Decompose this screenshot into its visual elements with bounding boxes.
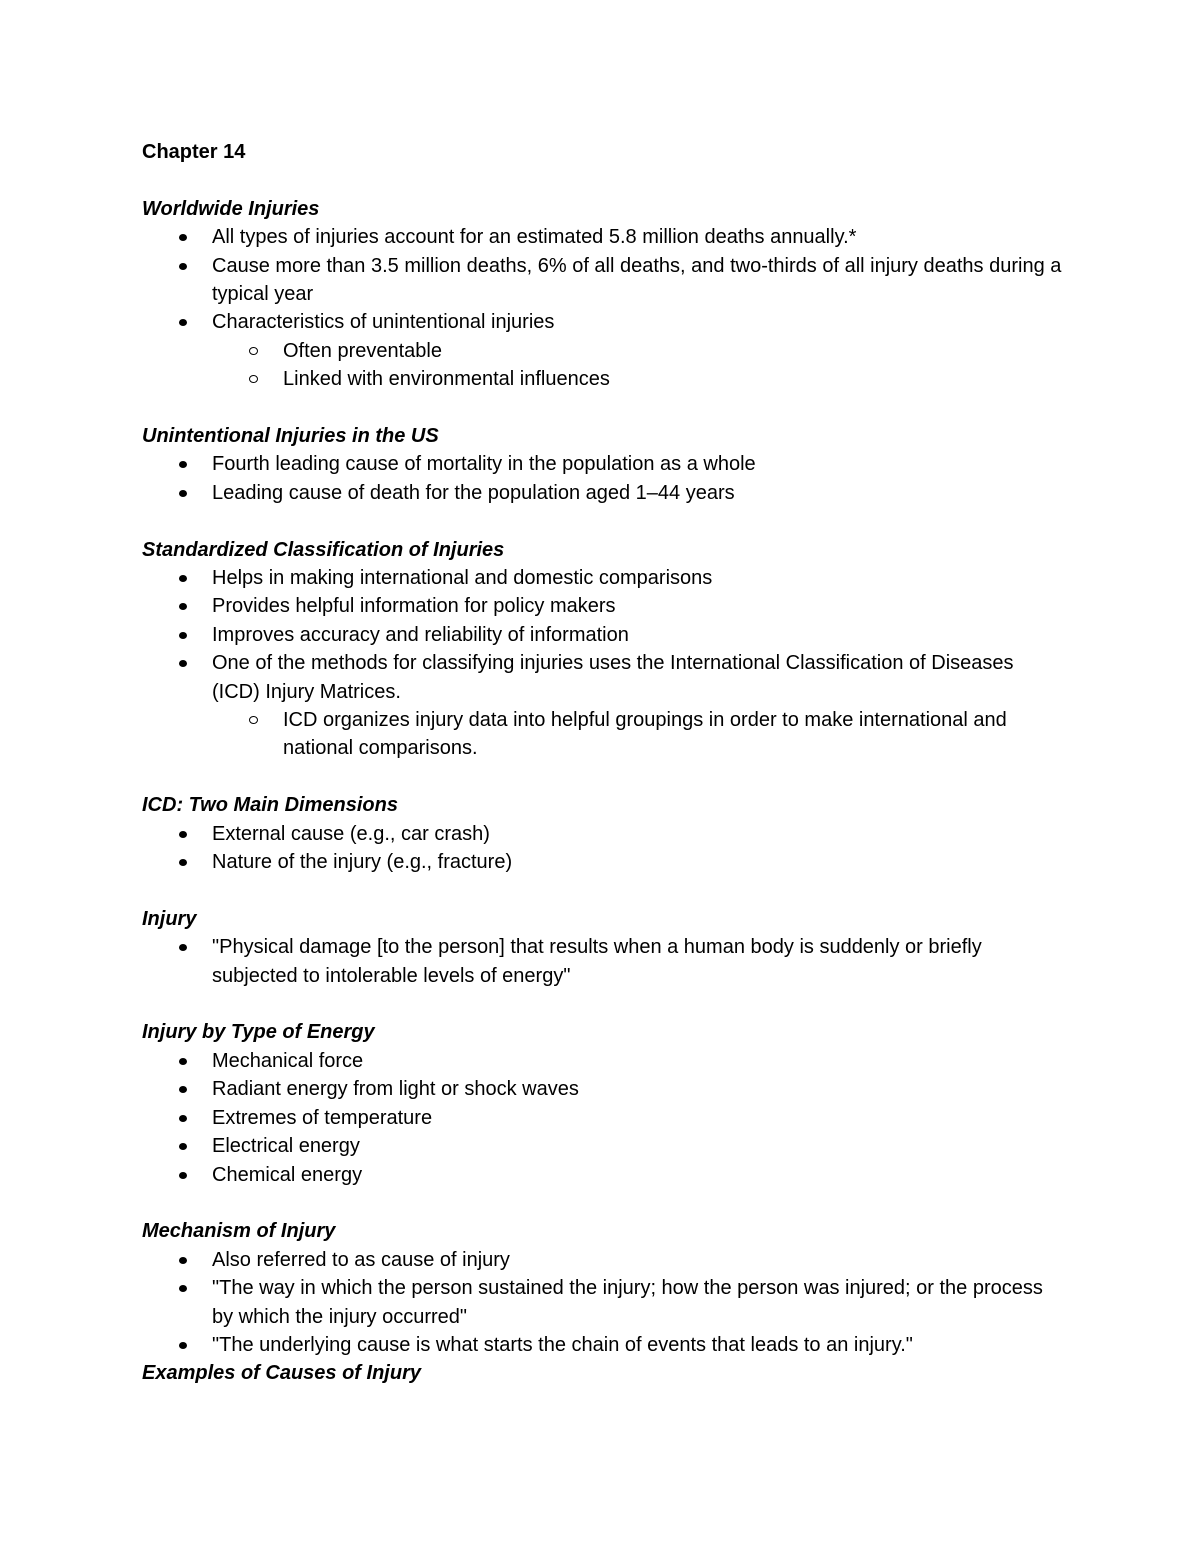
bullet-icon: [179, 1115, 187, 1122]
list-item: [142, 450, 1062, 478]
section: [142, 1018, 1062, 1188]
hollow-bullet-icon: [249, 375, 258, 383]
list-item-text: Electrical energy: [212, 1135, 360, 1158]
bullet-icon: [179, 660, 187, 667]
list-item: [142, 252, 1062, 309]
bullet-icon: [179, 1143, 187, 1150]
bullet-icon: [179, 944, 187, 951]
section-heading: Standardized Classification of Injuries: [142, 538, 505, 561]
bullet-icon: [179, 1172, 187, 1179]
list-item: [142, 1274, 1062, 1331]
bullet-icon: [179, 490, 187, 497]
sub-bullet-list: [212, 337, 1062, 394]
section-heading: Unintentional Injuries in the US: [142, 425, 439, 448]
sub-list-item: [212, 365, 1062, 393]
section-heading: Examples of Causes of Injury: [142, 1362, 421, 1385]
list-item: [142, 1331, 1062, 1359]
bullet-icon: [179, 234, 187, 241]
list-item: [142, 223, 1062, 251]
list-item: [142, 479, 1062, 507]
bullet-list: [142, 933, 1062, 990]
list-item-text: Nature of the injury (e.g., fracture): [212, 851, 513, 874]
section: [142, 422, 1062, 507]
sub-list-item: [212, 337, 1062, 365]
bullet-icon: [179, 1058, 187, 1065]
list-item: [142, 649, 1062, 763]
hollow-bullet-icon: [249, 347, 258, 355]
document-page: [142, 138, 1062, 1388]
bullet-list: [142, 450, 1062, 507]
list-item-text: Mechanical force: [212, 1049, 364, 1072]
section: [142, 1359, 1062, 1387]
section: [142, 791, 1062, 876]
bullet-icon: [179, 1342, 187, 1349]
hollow-bullet-icon: [249, 716, 258, 724]
bullet-icon: [179, 461, 187, 468]
list-item-text: Cause more than 3.5 million deaths, 6% of all deaths, and two-thirds of all injury deaths during a typical year: [212, 254, 1062, 305]
bullet-list: [142, 1246, 1062, 1360]
list-item-text: Provides helpful information for policy makers: [212, 595, 616, 618]
section-heading: Mechanism of Injury: [142, 1220, 336, 1243]
list-item: [142, 848, 1062, 876]
list-item-text: Characteristics of unintentional injuries: [212, 311, 555, 334]
sub-list-item-text: Often preventable: [283, 339, 442, 362]
section: [142, 1217, 1062, 1359]
list-item: [142, 308, 1062, 393]
list-item-text: All types of injuries account for an estimated 5.8 million deaths annually.*: [212, 226, 857, 249]
chapter-title: Chapter 14: [142, 141, 246, 163]
bullet-icon: [179, 831, 187, 838]
list-item: [142, 1047, 1062, 1075]
list-item-text: Leading cause of death for the population aged 1–44 years: [212, 481, 735, 504]
bullet-icon: [179, 1257, 187, 1264]
section-heading: Injury by Type of Energy: [142, 1021, 375, 1044]
list-item-text: "The underlying cause is what starts the chain of events that leads to an injury.": [212, 1333, 913, 1356]
bullet-icon: [179, 263, 187, 270]
list-item-text: Also referred to as cause of injury: [212, 1248, 510, 1271]
bullet-icon: [179, 603, 187, 610]
bullet-icon: [179, 859, 187, 866]
section: [142, 195, 1062, 394]
section-heading: Worldwide Injuries: [142, 197, 320, 220]
list-item: [142, 1246, 1062, 1274]
list-item-text: Extremes of temperature: [212, 1106, 433, 1129]
bullet-list: [142, 1047, 1062, 1189]
list-item-text: Improves accuracy and reliability of information: [212, 623, 629, 646]
document-body: [142, 195, 1062, 1388]
list-item-text: Chemical energy: [212, 1163, 363, 1186]
section: [142, 905, 1062, 990]
section-heading: ICD: Two Main Dimensions: [142, 794, 398, 817]
sub-list-item-text: Linked with environmental influences: [283, 368, 610, 391]
list-item: [142, 592, 1062, 620]
list-item-text: External cause (e.g., car crash): [212, 822, 490, 845]
bullet-list: [142, 223, 1062, 393]
list-item: [142, 933, 1062, 990]
list-item: [142, 1161, 1062, 1189]
list-item-text: Radiant energy from light or shock waves: [212, 1078, 579, 1101]
list-item-text: One of the methods for classifying injuries uses the International Classification of Diseases (ICD) Injury Matrices.: [212, 652, 1014, 703]
bullet-icon: [179, 319, 187, 326]
section: [142, 536, 1062, 763]
sub-list-item-text: ICD organizes injury data into helpful groupings in order to make international and national comparisons.: [283, 709, 1007, 760]
bullet-icon: [179, 575, 187, 582]
sub-bullet-list: [212, 706, 1062, 763]
list-item: [142, 1075, 1062, 1103]
bullet-list: [142, 564, 1062, 763]
bullet-icon: [179, 1285, 187, 1292]
bullet-list: [142, 820, 1062, 877]
list-item: [142, 564, 1062, 592]
section-heading: Injury: [142, 907, 197, 930]
list-item-text: "The way in which the person sustained the injury; how the person was injured; or the process by which the injury occurred": [212, 1277, 1043, 1328]
sub-list-item: [212, 706, 1062, 763]
bullet-icon: [179, 1086, 187, 1093]
list-item-text: "Physical damage [to the person] that results when a human body is suddenly or briefly subjected to intolerable levels of energy": [212, 936, 982, 987]
list-item: [142, 1132, 1062, 1160]
list-item-text: Fourth leading cause of mortality in the population as a whole: [212, 453, 756, 476]
bullet-icon: [179, 632, 187, 639]
list-item: [142, 1104, 1062, 1132]
list-item-text: Helps in making international and domestic comparisons: [212, 567, 713, 590]
list-item: [142, 621, 1062, 649]
list-item: [142, 820, 1062, 848]
